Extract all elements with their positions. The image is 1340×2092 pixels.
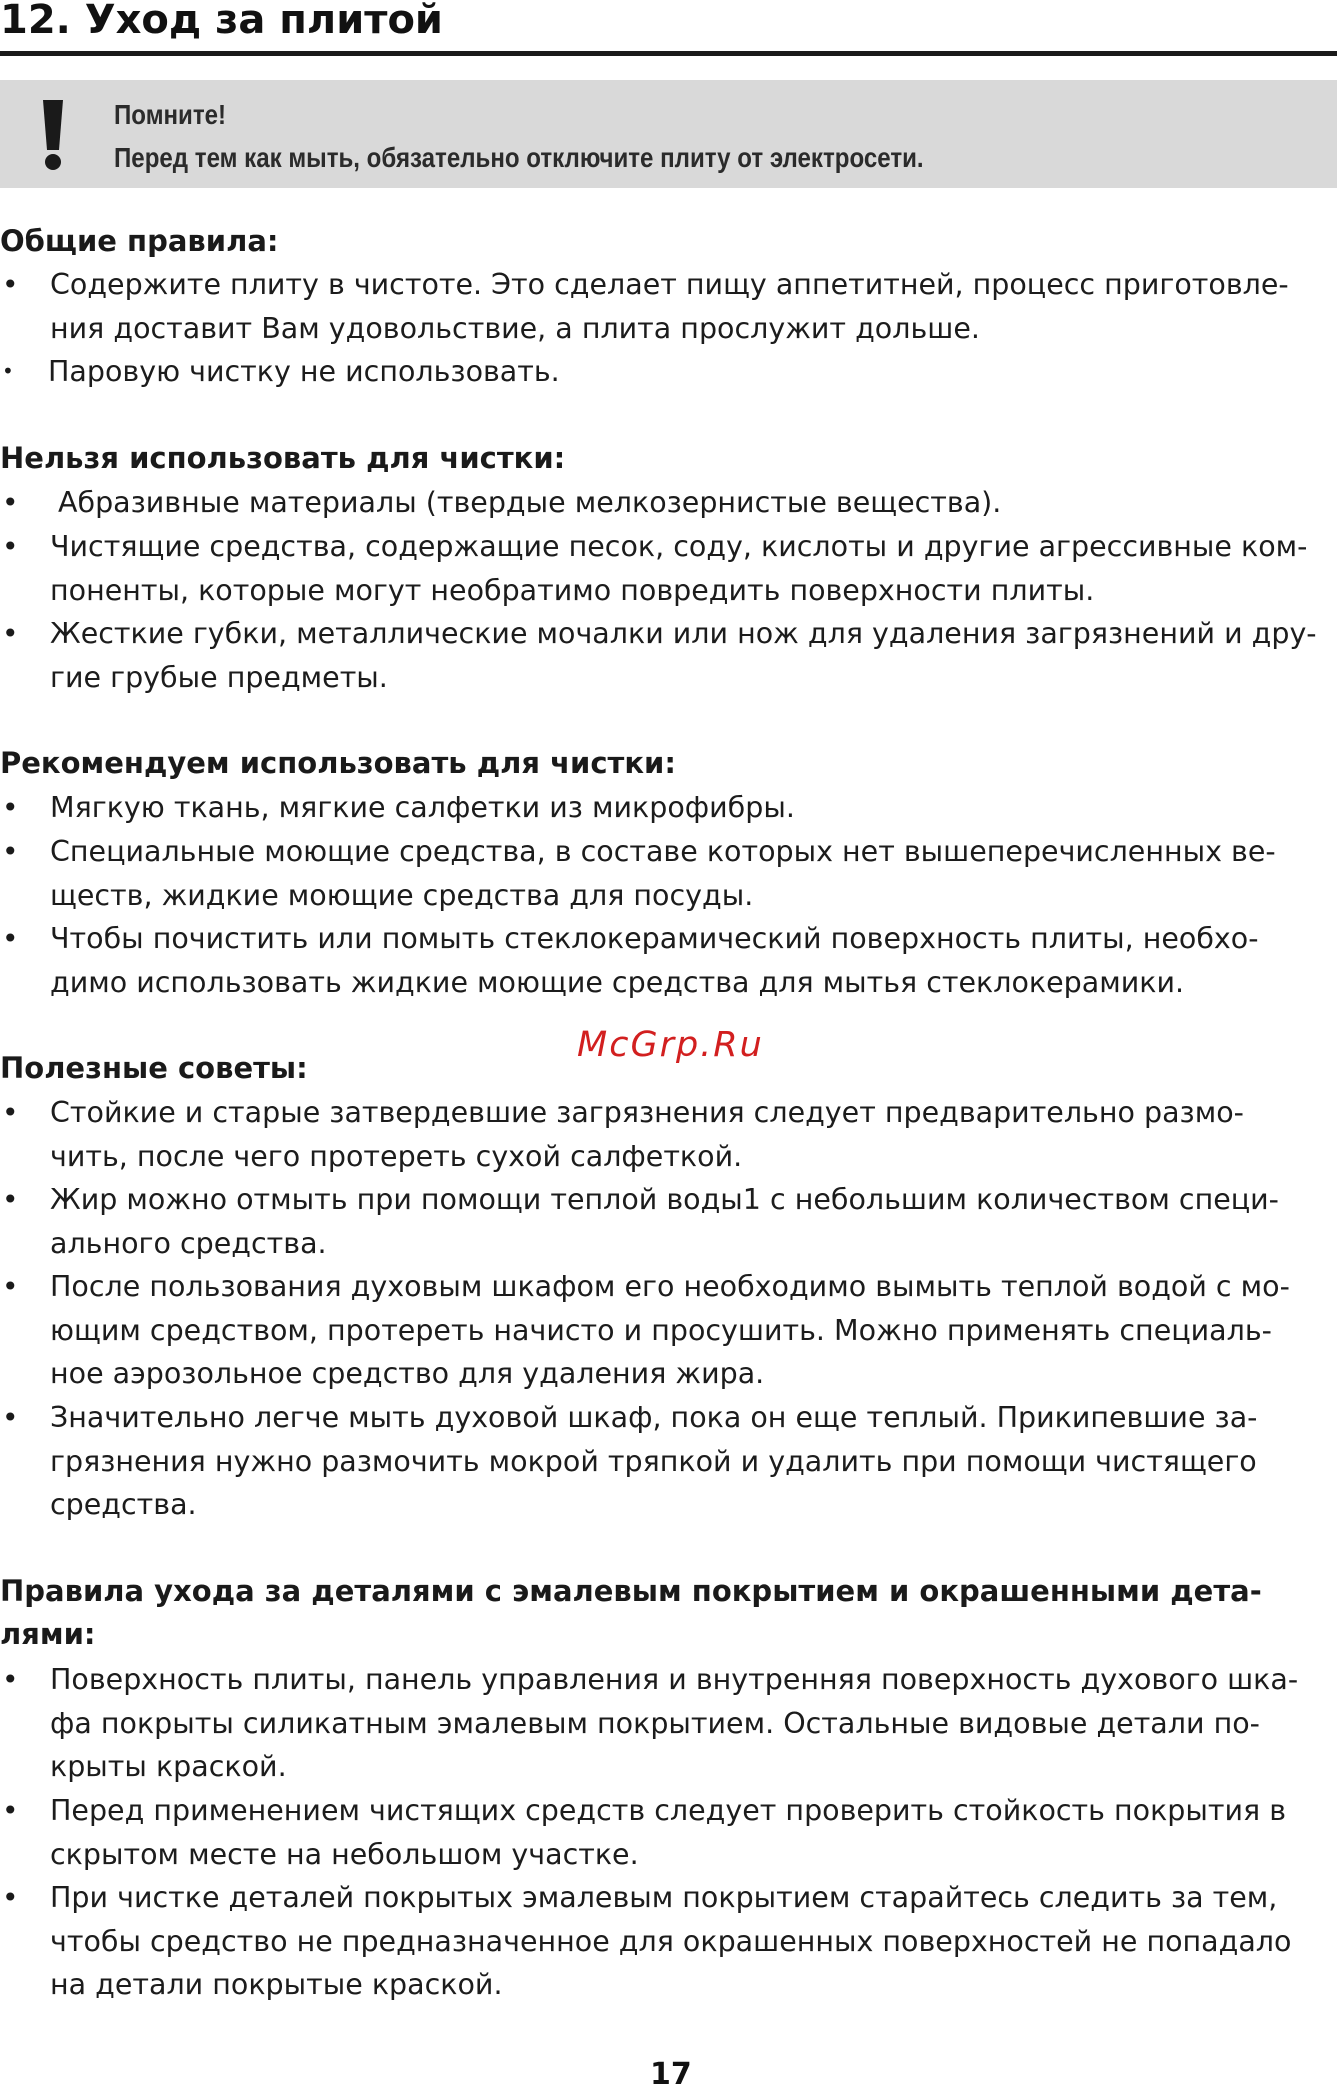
- bullet: •: [2, 1881, 19, 1914]
- list-item-line: Специальные моющие средства, в составе которых нет вышеперечисленных ве-: [50, 835, 1276, 868]
- section-heading-recommended: Рекомендуем использовать для чистки:: [0, 746, 676, 780]
- notice-heading: Помните!: [114, 99, 227, 130]
- watermark: McGrp.Ru: [577, 1025, 764, 1065]
- list-item-line: средства.: [50, 1488, 197, 1521]
- section-heading-enamel: [0, 1570, 1262, 1656]
- list-item-line: скрытом месте на небольшом участке.: [50, 1837, 639, 1871]
- bullet: •: [2, 1401, 19, 1434]
- section-heading-line: лями:: [0, 1617, 96, 1651]
- list-item-line: димо использовать жидкие моющие средства для мытья стеклокерамики.: [50, 965, 1185, 999]
- page-number: 17: [650, 2057, 692, 2092]
- list-item-line: ального средства.: [50, 1226, 327, 1260]
- page-title: 12. Уход за плитой: [0, 0, 443, 43]
- list-item-line: Мягкую ткань, мягкие салфетки из микрофибры.: [50, 791, 795, 824]
- list-item-line: поненты, которые могут необратимо повредить поверхности плиты.: [50, 573, 1095, 607]
- list-item-line: Жир можно отмыть при помощи теплой воды1 с небольшим количеством специ-: [50, 1183, 1279, 1216]
- list-item-line: Поверхность плиты, панель управления и внутренняя поверхность духового шка-: [50, 1663, 1299, 1696]
- bullet: •: [2, 922, 19, 955]
- bullet: •: [2, 1183, 19, 1216]
- notice-box: [0, 80, 1337, 188]
- bullet: •: [2, 1270, 19, 1303]
- list-item-line: Перед применением чистящих средств следует проверить стойкость покрытия в: [50, 1794, 1287, 1827]
- list-item-line: Абразивные материалы (твердые мелкозернистые вещества).: [58, 486, 1002, 519]
- list-item-line: После пользования духовым шкафом его необходимо вымыть теплой водой с мо-: [50, 1270, 1290, 1303]
- list-item-line: Стойкие и старые затвердевшие загрязнения следует предварительно размо-: [50, 1096, 1244, 1129]
- section-heading-forbidden: Нельзя использовать для чистки:: [0, 441, 566, 475]
- list-item-line: ния доставит Вам удовольствие, а плита прослужит дольше.: [50, 311, 980, 345]
- list-item-line: Паровую чистку не использовать.: [48, 355, 560, 388]
- bullet: •: [2, 617, 19, 650]
- bullet: •: [2, 835, 19, 868]
- title-divider: [0, 51, 1337, 56]
- list-item-line: Содержите плиту в чистоте. Это сделает пищу аппетитней, процесс приготовле-: [50, 268, 1289, 301]
- section-heading-general: Общие правила:: [0, 224, 279, 258]
- list-item-line: При чистке деталей покрытых эмалевым покрытием старайтесь следить за тем,: [50, 1881, 1278, 1914]
- bullet: •: [2, 268, 19, 301]
- list-item-line: Значительно легче мыть духовой шкаф, пока он еще теплый. Прикипевшие за-: [50, 1401, 1258, 1434]
- bullet: •: [2, 791, 19, 824]
- list-item-line: грязнения нужно размочить мокрой тряпкой и удалить при помощи чистящего: [50, 1444, 1257, 1478]
- bullet: •: [2, 1794, 19, 1827]
- list-item-line: крыты краской.: [50, 1750, 287, 1783]
- list-item-line: ществ, жидкие моющие средства для посуды.: [50, 878, 754, 912]
- list-item-line: ющим средством, протереть начисто и просушить. Можно применять специаль-: [50, 1313, 1272, 1347]
- bullet: •: [2, 530, 19, 563]
- list-item-line: чтобы средство не предназначенное для окрашенных поверхностей не попадало: [50, 1924, 1292, 1958]
- notice-body: Перед тем как мыть, обязательно отключите плиту от электросети.: [114, 142, 924, 173]
- list-item-line: гие грубые предметы.: [50, 660, 388, 694]
- list-item-line: фа покрыты силикатным эмалевым покрытием. Остальные видовые детали по-: [50, 1706, 1260, 1740]
- list-item-line: чить, после чего протереть сухой салфеткой.: [50, 1139, 743, 1173]
- bullet: •: [2, 486, 19, 519]
- list-item-line: Чистящие средства, содержащие песок, соду, кислоты и другие агрессивные ком-: [50, 530, 1308, 563]
- bullet: •: [2, 1096, 19, 1129]
- bullet: •: [2, 359, 14, 383]
- list-item-line: на детали покрытые краской.: [50, 1968, 503, 2001]
- notice-text: [114, 93, 924, 179]
- list-item-line: Жесткие губки, металлические мочалки или нож для удаления загрязнений и дру-: [50, 617, 1317, 650]
- section-heading-line: Правила ухода за деталями с эмалевым покрытием и окрашенными дета-: [0, 1574, 1262, 1608]
- bullet: •: [2, 1663, 19, 1696]
- list-item-line: ное аэрозольное средство для удаления жира.: [50, 1357, 765, 1390]
- exclamation-icon: [40, 100, 66, 170]
- list-item-line: Чтобы почистить или помыть стеклокерамический поверхность плиты, необхо-: [50, 922, 1259, 955]
- section-heading-tips: Полезные советы:: [0, 1051, 308, 1085]
